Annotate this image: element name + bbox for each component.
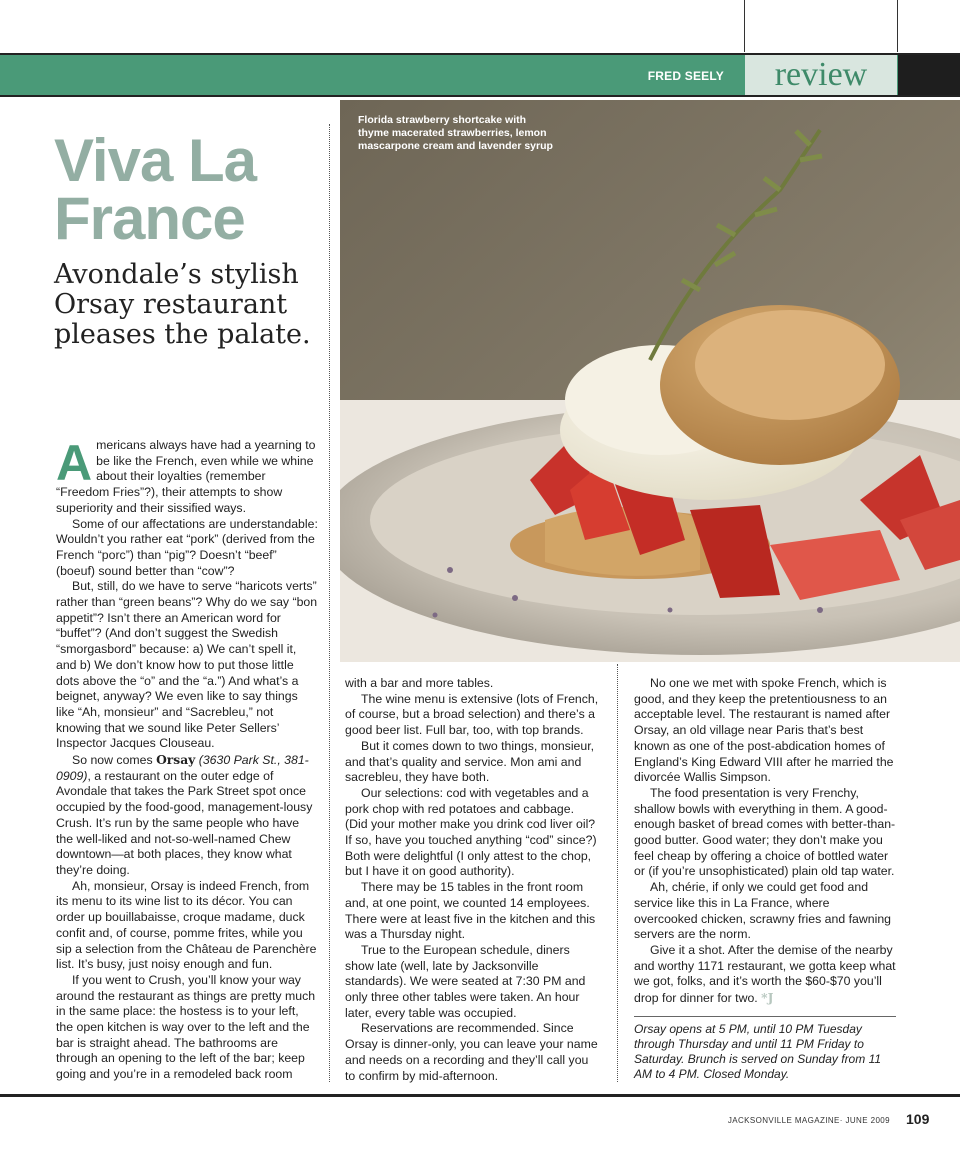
title-line: Viva La (54, 127, 257, 194)
paragraph: Our selections: cod with vegetables and a pork chop with red potatoes and cabbage. (Did your mother make you drink cod liver oil? If so, have you touched anything “cod” since?) Both were delightful (I only attest to the chop, but I have it on good authority). (345, 785, 597, 879)
top-frame (0, 0, 960, 52)
paragraph: with a bar and more tables. (345, 676, 494, 690)
section-label: review (745, 55, 897, 95)
paragraph: The wine menu is extensive (lots of French, of course, but a broad selection) and there’s a good beer list. Full bar, too, with top brands. (345, 691, 599, 738)
paragraph: The food presentation is very Frenchy, shallow bowls with everything in them. A good-enough basket of bread comes with better-than-good butter. Good water; they don’t make you feel cheap by offering a choice of bottled water or (if you’re unsophisticated) plain old tap water. (634, 785, 896, 879)
article-column-3 (634, 676, 896, 1007)
paragraph: But, still, do we have to serve “haricots verts” rather than “green beans”? Why do we say “bon appetit”? Isn’t there an American word for “buffet”? (And don’t suggest the Swedish “smorgasbord” because: a) We can’t spell it, and b) We don’t know how to put those little dots above the “o” and the “a.”) And what’s a beignet, anyway? We even like to say things like “Ah, monsieur” and “Sacrebleu,” not knowing that we sound like Peter Sellers’ Inspector Jacques Clouseau. (56, 579, 318, 751)
banner-end-block (898, 55, 960, 95)
paragraph-text: So now comes (72, 753, 157, 768)
column-divider (617, 664, 618, 1082)
frame-divider (744, 0, 745, 52)
article-subtitle: Avondale’s stylish Orsay restaurant pleases the palate. (54, 259, 311, 350)
title-line: France (54, 185, 245, 252)
dessert-photo (340, 100, 960, 662)
paragraph (634, 943, 896, 1007)
paragraph: But it comes down to two things, monsieur, and that’s quality and service. Mon ami and sacrebleu, they have both. (345, 738, 595, 785)
paragraph: Some of our affectations are understandable: Wouldn’t you rather eat “pork” (derived from the French “porc”) than “pig”? Doesn’t “beef” (boeuf) sound better than “cow”? (56, 516, 318, 578)
paragraph: Reservations are recommended. Since Orsay is dinner-only, you can leave your name and needs on a recording and they’ll call you to confirm by mid-afternoon. (345, 1021, 598, 1083)
paragraph (56, 752, 318, 879)
paragraph (56, 435, 318, 517)
hours-info: Orsay opens at 5 PM, until 10 PM Tuesday through Thursday and until 11 PM Friday to Saturday. Brunch is served on Sunday from 11 AM to 4 PM. Closed Monday. (634, 1016, 896, 1082)
restaurant-name: Orsay (156, 752, 196, 768)
page-number: 109 (906, 1111, 930, 1127)
frame-divider (897, 0, 898, 52)
paragraph: Ah, monsieur, Orsay is indeed French, from its menu to its wine list to its décor. You can order up bouillabaisse, croque madame, duck confit and, of course, pomme frites, while you sip a selection from the Château de Parenchère list. It’s busy, just noisy enough and fun. (56, 878, 317, 972)
paragraph-text: , a restaurant on the outer edge of Avondale that takes the Park Street spot once occupied by the food-good, management-lousy Crush. It’s run by the same people who have the well-liked and not-so-well-named Chew downtown—at both places, they know what they’re doing. (56, 768, 313, 877)
column-divider (329, 124, 330, 1082)
paragraph: Ah, chérie, if only we could get food and service like this in La France, where overcooked chicken, scrawny fries and fawning servers are the norm. (634, 880, 891, 942)
paragraph: If you went to Crush, you’ll know your way around the restaurant as things are pretty much in the same place: the hostess is to your left, the open kitchen is way over to the left and the bar is straight ahead. The bathrooms are through an opening to the left of the bar; keep going and you’re in a remodeled back room (56, 972, 316, 1082)
author-byline: FRED SEELY (647, 69, 724, 83)
article-title (54, 127, 324, 252)
publication-info: JACKSONVILLE MAGAZINE· JUNE 2009 (727, 1116, 890, 1125)
article-column-2 (345, 676, 599, 1084)
paragraph-text: mericans always have had a yearning to be like the French, even while we whine about their loyalties (remember “Freedom Fries”?), their attempts to show superiority and their sissified ways. (56, 438, 316, 515)
paragraph: There may be 15 tables in the front room and, at one point, we counted 14 employees. There were at least five in the kitchen and this was a Thursday night. (345, 880, 596, 942)
drop-cap: A (56, 435, 93, 491)
paragraph: No one we met with spoke French, which is good, and they keep the pretentiousness to an acceptable level. The restaurant is named after Orsay, an old village near Paris that’s best known as one of the post-abdication homes of England’s King Edward VIII after he married the divorcée Wallis Simpson. (634, 676, 894, 785)
section-banner (0, 53, 960, 97)
paragraph: True to the European schedule, diners show late (well, late by Jacksonville standards). We were seated at 7:30 PM and only three other tables were taken. An hour later, every table was occupied. (345, 942, 586, 1020)
photo-caption: Florida strawberry shortcake with thyme macerated strawberries, lemon mascarpone cream and lavender syrup (358, 114, 553, 152)
restaurant-address: (3630 Park St., 381-0909) (56, 753, 309, 783)
footer-rule (0, 1094, 960, 1097)
end-mark: *J (761, 990, 774, 1006)
paragraph-text: Give it a shot. After the demise of the nearby and worthy 1171 restaurant, we gotta keep what we got, folks, and it’s worth the $60-$70 you’ll drop for dinner for two. (634, 942, 896, 1006)
article-column-1 (56, 435, 318, 1083)
